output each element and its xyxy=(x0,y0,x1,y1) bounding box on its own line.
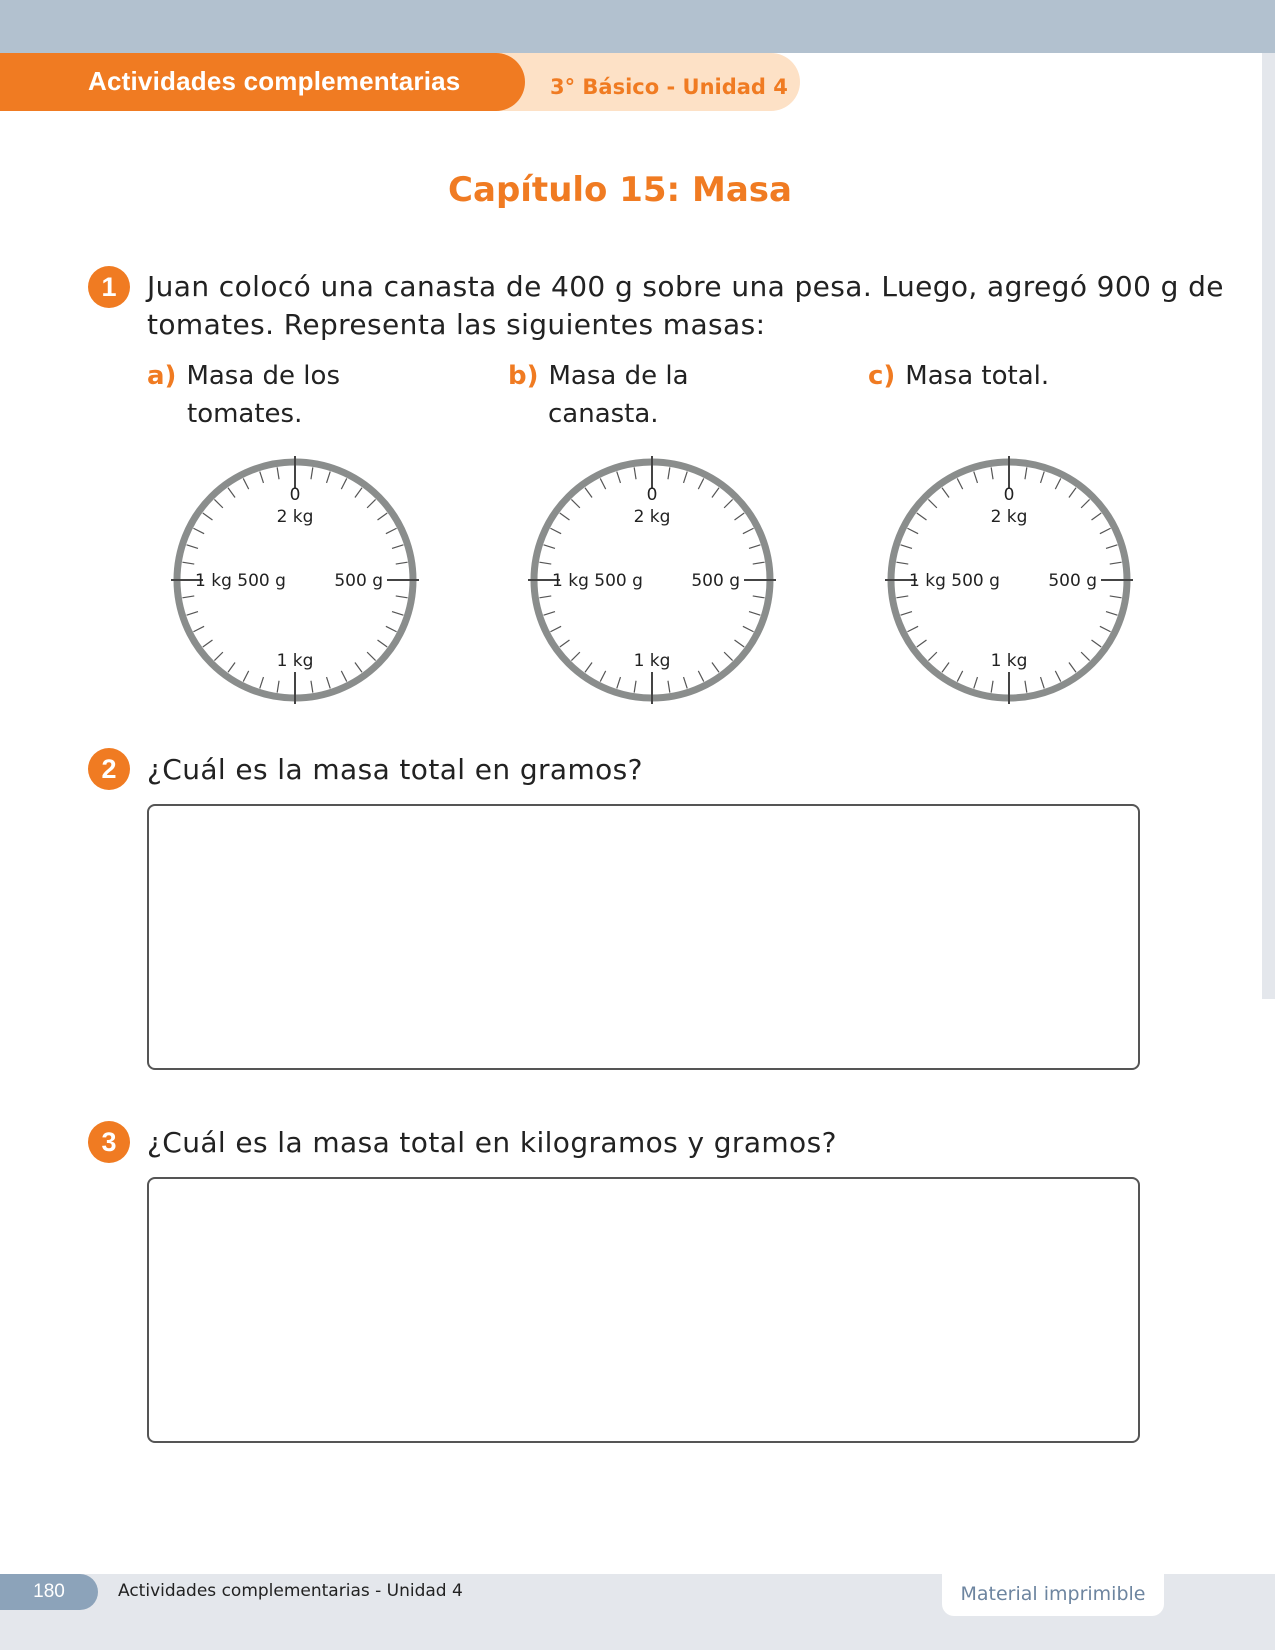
dial-label-right: 500 g xyxy=(334,571,383,591)
part-b-line-1: Masa de la xyxy=(548,361,689,391)
question-1-line-2: tomates. Representa las siguientes masas: xyxy=(147,308,766,341)
dial-label-top-1: 0 xyxy=(646,485,658,505)
page-number: 180 xyxy=(0,1574,98,1610)
top-band xyxy=(0,0,1275,53)
dial-label-bottom: 1 kg xyxy=(276,651,314,671)
answer-box-question-3[interactable] xyxy=(147,1177,1140,1443)
dial-label-top-2: 2 kg xyxy=(990,507,1028,527)
chapter-title: Capítulo 15: Masa xyxy=(448,170,792,210)
question-number-badge: 3 xyxy=(88,1121,130,1163)
dial-label-top-2: 2 kg xyxy=(633,507,671,527)
header-title: Actividades complementarias xyxy=(88,66,461,96)
question-3-text: ¿Cuál es la masa total en kilogramos y gramos? xyxy=(147,1126,837,1159)
part-letter: c) xyxy=(868,361,896,391)
header-subtitle: 3° Básico - Unidad 4 xyxy=(550,75,788,99)
question-number-badge: 2 xyxy=(88,748,130,790)
dial-label-left: 1 kg 500 g xyxy=(552,571,643,591)
footer-tag: Material imprimible xyxy=(942,1574,1164,1616)
page-edge-strip xyxy=(1262,53,1275,999)
question-1-line-1: Juan colocó una canasta de 400 g sobre una pesa. Luego, agregó 900 g de xyxy=(147,270,1224,303)
part-b-line-2: canasta. xyxy=(548,399,659,429)
scale-dial-a[interactable] xyxy=(167,452,423,708)
dial-label-right: 500 g xyxy=(691,571,740,591)
question-1-text xyxy=(147,268,1224,344)
dial-label-left: 1 kg 500 g xyxy=(195,571,286,591)
question-number-badge: 1 xyxy=(88,266,130,308)
dial-label-bottom: 1 kg xyxy=(633,651,671,671)
part-a-label xyxy=(147,357,340,433)
answer-box-question-2[interactable] xyxy=(147,804,1140,1070)
part-letter: b) xyxy=(508,361,539,391)
scale-dial-b[interactable] xyxy=(524,452,780,708)
dial-label-left: 1 kg 500 g xyxy=(909,571,1000,591)
part-c-label xyxy=(868,357,1049,395)
footer-text: Actividades complementarias - Unidad 4 xyxy=(118,1581,463,1601)
part-b-label xyxy=(508,357,689,433)
part-a-line-1: Masa de los xyxy=(186,361,340,391)
dial-label-top-1: 0 xyxy=(1003,485,1015,505)
part-a-line-2: tomates. xyxy=(187,399,303,429)
dial-label-bottom: 1 kg xyxy=(990,651,1028,671)
dial-label-top-1: 0 xyxy=(289,485,301,505)
scale-dial-c[interactable] xyxy=(881,452,1137,708)
question-2-text: ¿Cuál es la masa total en gramos? xyxy=(147,753,643,786)
part-letter: a) xyxy=(147,361,177,391)
dial-label-right: 500 g xyxy=(1048,571,1097,591)
part-c-line-1: Masa total. xyxy=(905,361,1050,391)
dial-label-top-2: 2 kg xyxy=(276,507,314,527)
